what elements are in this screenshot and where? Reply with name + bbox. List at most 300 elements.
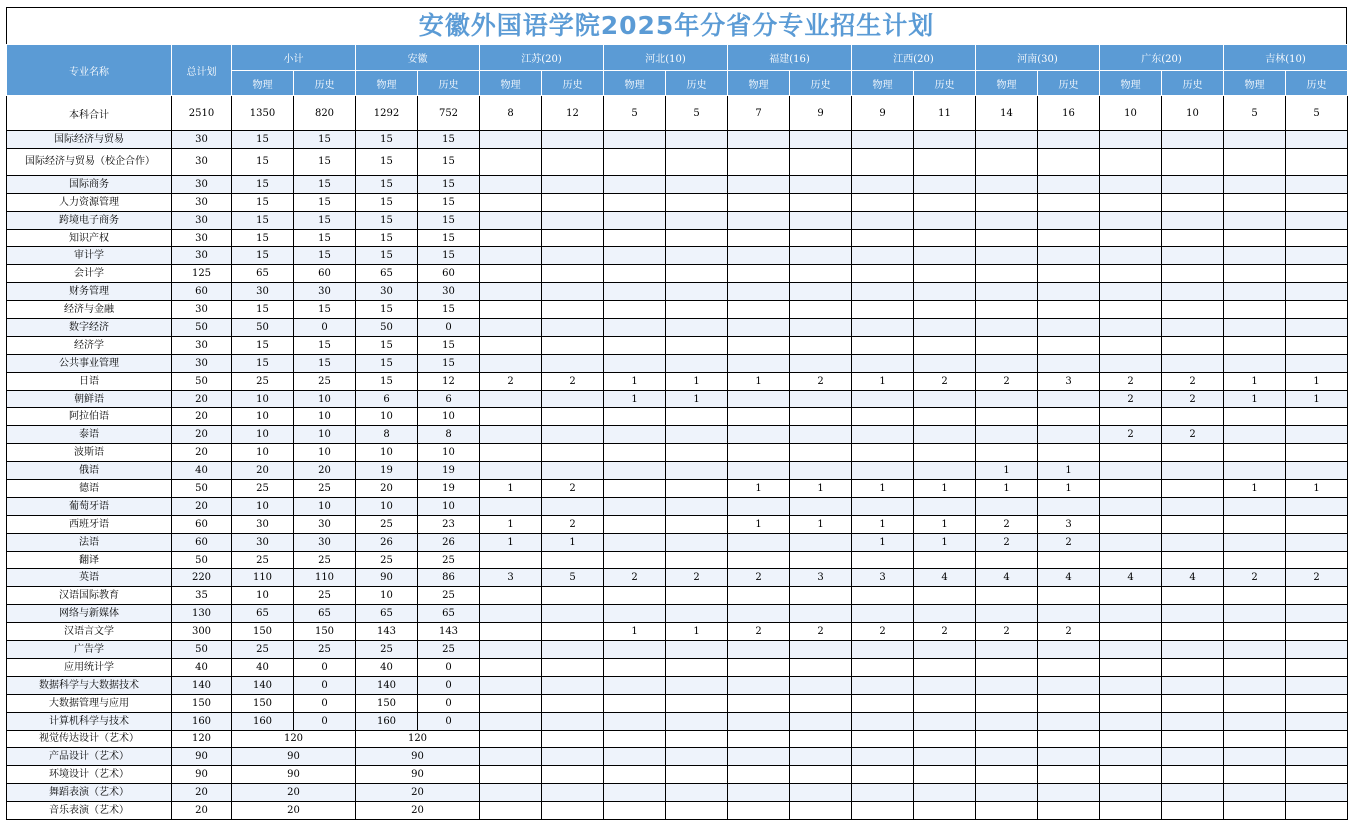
table-row	[7, 148, 1348, 175]
data-cell: 4	[1100, 569, 1162, 587]
data-cell	[1100, 408, 1162, 426]
data-cell	[1162, 301, 1224, 319]
total-cell: 5	[604, 96, 666, 131]
data-cell: 10	[418, 408, 480, 426]
data-cell: 1	[852, 372, 914, 390]
data-cell	[480, 784, 542, 802]
header-history: 历史	[1286, 71, 1348, 96]
data-cell	[976, 694, 1038, 712]
data-cell	[1224, 712, 1286, 730]
major-name: 葡萄牙语	[7, 497, 172, 515]
major-name: 公共事业管理	[7, 354, 172, 372]
major-name: 环境设计（艺术）	[7, 766, 172, 784]
data-cell: 86	[418, 569, 480, 587]
data-cell	[914, 587, 976, 605]
data-cell	[1100, 247, 1162, 265]
data-cell	[914, 730, 976, 748]
data-cell	[852, 175, 914, 193]
data-cell: 15	[294, 336, 356, 354]
data-cell: 10	[232, 587, 294, 605]
data-cell	[976, 605, 1038, 623]
total-cell: 820	[294, 96, 356, 131]
data-cell	[790, 605, 852, 623]
data-cell	[728, 587, 790, 605]
data-cell: 1	[666, 372, 728, 390]
major-name: 人力资源管理	[7, 193, 172, 211]
data-cell: 15	[356, 175, 418, 193]
data-cell: 1	[728, 480, 790, 498]
data-cell	[1224, 551, 1286, 569]
data-cell	[728, 462, 790, 480]
data-cell: 2	[1162, 426, 1224, 444]
table-row-art	[7, 766, 1348, 784]
data-cell	[1224, 319, 1286, 337]
data-cell: 25	[418, 551, 480, 569]
data-cell	[1100, 175, 1162, 193]
data-cell	[666, 426, 728, 444]
data-cell	[480, 336, 542, 354]
data-cell	[790, 265, 852, 283]
data-cell	[976, 426, 1038, 444]
data-cell	[604, 766, 666, 784]
major-name: 会计学	[7, 265, 172, 283]
data-cell: 10	[294, 426, 356, 444]
data-cell: 15	[232, 193, 294, 211]
table-row	[7, 712, 1348, 730]
data-cell	[604, 247, 666, 265]
data-cell	[728, 802, 790, 820]
data-cell	[542, 148, 604, 175]
total-cell: 9	[790, 96, 852, 131]
data-cell	[914, 712, 976, 730]
data-cell	[914, 658, 976, 676]
data-cell: 1	[542, 533, 604, 551]
data-cell	[542, 497, 604, 515]
data-cell	[1286, 730, 1348, 748]
data-cell	[976, 319, 1038, 337]
data-cell: 1	[976, 480, 1038, 498]
data-cell	[1038, 712, 1100, 730]
data-cell: 15	[294, 354, 356, 372]
data-cell: 8	[418, 426, 480, 444]
data-cell	[666, 605, 728, 623]
data-cell	[1224, 426, 1286, 444]
enrollment-plan-sheet	[6, 7, 1347, 820]
data-cell	[604, 265, 666, 283]
data-cell	[1162, 605, 1224, 623]
data-cell	[1038, 426, 1100, 444]
data-cell	[542, 229, 604, 247]
data-cell	[728, 211, 790, 229]
table-row-art	[7, 784, 1348, 802]
table-row	[7, 229, 1348, 247]
data-cell	[666, 480, 728, 498]
total-cell: 5	[1224, 96, 1286, 131]
data-cell	[604, 551, 666, 569]
header-group: 吉林(10)	[1224, 45, 1348, 71]
data-cell: 120	[172, 730, 232, 748]
data-cell	[976, 131, 1038, 149]
data-cell	[542, 336, 604, 354]
data-cell: 25	[294, 587, 356, 605]
data-cell	[542, 766, 604, 784]
table-row	[7, 587, 1348, 605]
table-row	[7, 462, 1348, 480]
data-cell	[976, 730, 1038, 748]
data-cell	[790, 802, 852, 820]
data-cell	[542, 408, 604, 426]
data-cell: 30	[294, 283, 356, 301]
total-cell: 9	[852, 96, 914, 131]
data-cell: 65	[418, 605, 480, 623]
data-cell	[1100, 766, 1162, 784]
data-cell	[914, 229, 976, 247]
data-cell	[666, 587, 728, 605]
data-cell	[542, 211, 604, 229]
data-cell	[852, 229, 914, 247]
data-cell: 150	[232, 623, 294, 641]
data-cell	[914, 148, 976, 175]
data-cell	[852, 766, 914, 784]
header-group: 福建(16)	[728, 45, 852, 71]
data-cell: 140	[356, 676, 418, 694]
table-row	[7, 623, 1348, 641]
data-cell: 160	[172, 712, 232, 730]
data-cell	[1100, 533, 1162, 551]
data-cell	[976, 587, 1038, 605]
data-cell	[852, 148, 914, 175]
data-cell	[666, 784, 728, 802]
data-cell	[976, 748, 1038, 766]
data-cell	[1286, 229, 1348, 247]
header-group: 安徽	[356, 45, 480, 71]
data-cell	[1286, 784, 1348, 802]
data-cell	[1038, 784, 1100, 802]
data-cell: 2	[976, 623, 1038, 641]
data-cell: 20	[172, 408, 232, 426]
data-cell: 65	[232, 605, 294, 623]
data-cell: 1	[480, 515, 542, 533]
data-cell	[1100, 676, 1162, 694]
data-cell	[728, 354, 790, 372]
data-cell	[542, 730, 604, 748]
data-cell: 220	[172, 569, 232, 587]
data-cell	[604, 694, 666, 712]
major-name: 广告学	[7, 641, 172, 659]
data-cell: 0	[294, 319, 356, 337]
data-cell: 12	[418, 372, 480, 390]
data-cell	[1286, 676, 1348, 694]
data-cell: 0	[418, 712, 480, 730]
table-row	[7, 131, 1348, 149]
data-cell	[542, 390, 604, 408]
data-cell	[666, 354, 728, 372]
data-cell	[480, 175, 542, 193]
data-cell	[790, 730, 852, 748]
data-cell	[542, 587, 604, 605]
data-cell: 25	[418, 587, 480, 605]
table-row-art	[7, 748, 1348, 766]
data-cell: 50	[172, 480, 232, 498]
data-cell	[1286, 444, 1348, 462]
data-cell	[976, 247, 1038, 265]
data-cell	[604, 712, 666, 730]
data-cell: 3	[1038, 372, 1100, 390]
data-cell	[1100, 283, 1162, 301]
data-cell	[1038, 694, 1100, 712]
data-cell: 2	[1162, 390, 1224, 408]
data-cell	[480, 211, 542, 229]
total-cell: 1350	[232, 96, 294, 131]
data-cell	[666, 641, 728, 659]
data-cell: 150	[232, 694, 294, 712]
table-row	[7, 265, 1348, 283]
data-cell	[914, 265, 976, 283]
data-cell: 60	[172, 533, 232, 551]
total-cell: 5	[1286, 96, 1348, 131]
data-cell	[604, 497, 666, 515]
data-cell	[728, 730, 790, 748]
data-cell: 2	[1162, 372, 1224, 390]
header-physics: 物理	[852, 71, 914, 96]
data-cell	[1286, 175, 1348, 193]
data-cell	[480, 319, 542, 337]
data-cell	[790, 283, 852, 301]
data-cell	[1100, 480, 1162, 498]
table-row	[7, 211, 1348, 229]
data-cell: 1	[1224, 390, 1286, 408]
data-cell	[542, 784, 604, 802]
data-cell	[1100, 802, 1162, 820]
data-cell	[852, 676, 914, 694]
data-cell	[1162, 587, 1224, 605]
data-cell	[976, 301, 1038, 319]
data-cell	[1162, 641, 1224, 659]
data-cell	[976, 229, 1038, 247]
data-cell	[542, 802, 604, 820]
data-cell	[480, 587, 542, 605]
data-cell	[1224, 148, 1286, 175]
table-row	[7, 319, 1348, 337]
total-row-label: 本科合计	[7, 96, 172, 131]
data-cell	[1038, 408, 1100, 426]
data-cell	[542, 694, 604, 712]
table-row	[7, 515, 1348, 533]
data-cell	[728, 390, 790, 408]
data-cell	[666, 247, 728, 265]
data-cell	[852, 730, 914, 748]
major-name: 泰语	[7, 426, 172, 444]
data-cell	[1286, 193, 1348, 211]
data-cell	[604, 730, 666, 748]
data-cell: 20	[172, 426, 232, 444]
data-cell: 25	[232, 551, 294, 569]
data-cell: 90	[172, 748, 232, 766]
data-cell	[666, 211, 728, 229]
data-cell	[1100, 336, 1162, 354]
data-cell: 160	[232, 712, 294, 730]
data-cell: 30	[172, 247, 232, 265]
data-cell	[1224, 605, 1286, 623]
data-cell: 1	[604, 390, 666, 408]
data-cell: 2	[914, 372, 976, 390]
data-cell: 40	[172, 658, 232, 676]
data-cell	[728, 658, 790, 676]
data-cell	[604, 462, 666, 480]
data-cell: 5	[542, 569, 604, 587]
data-cell: 25	[294, 551, 356, 569]
data-cell	[1286, 694, 1348, 712]
data-cell	[852, 301, 914, 319]
data-cell	[914, 802, 976, 820]
data-cell	[852, 354, 914, 372]
major-name: 英语	[7, 569, 172, 587]
data-cell	[728, 175, 790, 193]
data-cell	[976, 265, 1038, 283]
data-cell	[1286, 748, 1348, 766]
data-cell: 2	[790, 623, 852, 641]
data-cell: 15	[356, 336, 418, 354]
data-cell	[1100, 784, 1162, 802]
data-cell: 15	[418, 336, 480, 354]
data-cell	[480, 426, 542, 444]
data-cell: 30	[232, 533, 294, 551]
data-cell	[1100, 211, 1162, 229]
data-cell	[542, 658, 604, 676]
data-cell	[1162, 551, 1224, 569]
data-cell	[604, 444, 666, 462]
data-cell	[604, 229, 666, 247]
data-cell: 1	[480, 533, 542, 551]
data-cell	[728, 551, 790, 569]
data-cell: 15	[418, 247, 480, 265]
data-cell: 30	[172, 175, 232, 193]
data-cell	[728, 641, 790, 659]
data-cell	[914, 641, 976, 659]
data-cell-merged: 90	[232, 766, 356, 784]
data-cell: 15	[356, 229, 418, 247]
header-physics: 物理	[1224, 71, 1286, 96]
data-cell	[1038, 497, 1100, 515]
table-row	[7, 676, 1348, 694]
data-cell	[1100, 730, 1162, 748]
data-cell	[480, 131, 542, 149]
data-cell: 30	[294, 533, 356, 551]
data-cell: 10	[294, 390, 356, 408]
data-cell: 15	[356, 131, 418, 149]
data-cell: 25	[232, 641, 294, 659]
data-cell: 1	[1286, 390, 1348, 408]
data-cell	[728, 193, 790, 211]
data-cell	[728, 319, 790, 337]
data-cell	[1100, 623, 1162, 641]
data-cell: 30	[232, 515, 294, 533]
data-cell	[976, 211, 1038, 229]
data-cell	[1100, 462, 1162, 480]
table-row	[7, 336, 1348, 354]
data-cell	[1038, 658, 1100, 676]
data-cell	[542, 283, 604, 301]
data-cell	[790, 229, 852, 247]
data-cell	[1162, 676, 1224, 694]
table-row	[7, 658, 1348, 676]
data-cell	[790, 766, 852, 784]
data-cell	[1286, 131, 1348, 149]
data-cell: 30	[172, 354, 232, 372]
data-cell	[1162, 462, 1224, 480]
data-cell: 15	[232, 131, 294, 149]
data-cell	[790, 301, 852, 319]
data-cell	[1162, 408, 1224, 426]
data-cell	[1286, 283, 1348, 301]
data-cell	[542, 265, 604, 283]
data-cell	[914, 748, 976, 766]
data-cell: 50	[172, 551, 232, 569]
header-history: 历史	[666, 71, 728, 96]
data-cell: 1	[1224, 372, 1286, 390]
data-cell	[604, 131, 666, 149]
data-cell	[542, 319, 604, 337]
data-cell	[852, 265, 914, 283]
data-cell	[1162, 131, 1224, 149]
data-cell: 19	[356, 462, 418, 480]
data-cell	[852, 587, 914, 605]
data-cell	[1162, 748, 1224, 766]
major-name: 大数据管理与应用	[7, 694, 172, 712]
major-name: 知识产权	[7, 229, 172, 247]
total-cell: 10	[1162, 96, 1224, 131]
total-cell: 8	[480, 96, 542, 131]
data-cell	[1224, 211, 1286, 229]
header-group: 江西(20)	[852, 45, 976, 71]
data-cell	[542, 676, 604, 694]
data-cell	[1224, 748, 1286, 766]
data-cell	[914, 766, 976, 784]
data-cell	[1162, 802, 1224, 820]
data-cell	[480, 641, 542, 659]
data-cell: 130	[172, 605, 232, 623]
data-cell	[852, 462, 914, 480]
data-cell	[1100, 229, 1162, 247]
data-cell	[480, 247, 542, 265]
table-row	[7, 283, 1348, 301]
data-cell	[1224, 802, 1286, 820]
data-cell	[542, 354, 604, 372]
data-cell: 6	[418, 390, 480, 408]
data-cell: 10	[356, 497, 418, 515]
data-cell	[604, 658, 666, 676]
table-row-art	[7, 730, 1348, 748]
data-cell: 15	[232, 354, 294, 372]
major-name: 计算机科学与技术	[7, 712, 172, 730]
data-cell: 8	[356, 426, 418, 444]
data-cell: 10	[356, 408, 418, 426]
data-cell: 2	[728, 623, 790, 641]
data-cell	[852, 551, 914, 569]
data-cell: 15	[418, 211, 480, 229]
data-cell: 15	[418, 175, 480, 193]
data-cell	[1100, 354, 1162, 372]
table-row	[7, 694, 1348, 712]
data-cell	[542, 444, 604, 462]
data-cell	[1286, 336, 1348, 354]
data-cell: 30	[172, 148, 232, 175]
data-cell	[666, 551, 728, 569]
data-cell: 20	[232, 462, 294, 480]
data-cell	[790, 641, 852, 659]
data-cell	[1224, 766, 1286, 784]
data-cell	[790, 390, 852, 408]
